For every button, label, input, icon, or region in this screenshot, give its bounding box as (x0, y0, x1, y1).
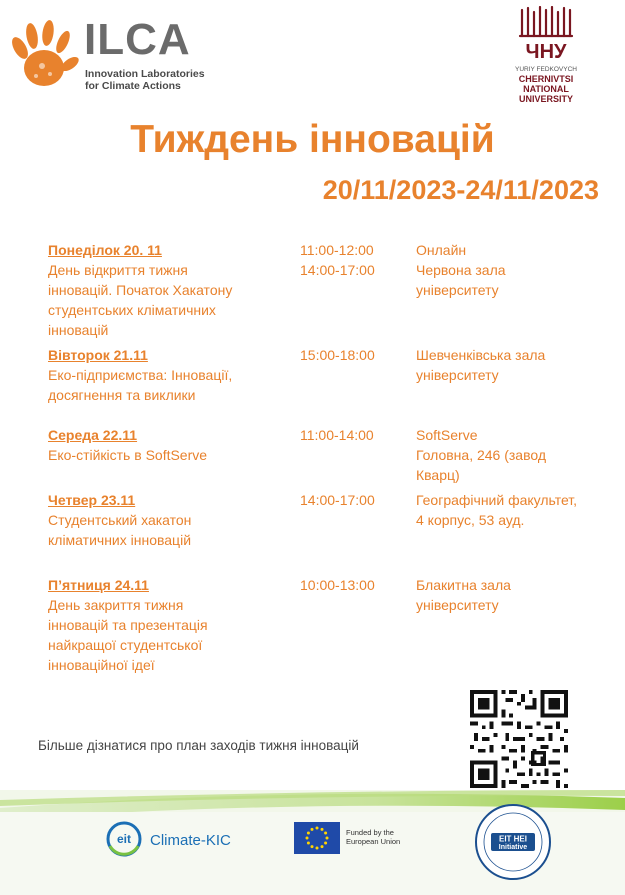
place-line: SoftServe (416, 427, 478, 443)
schedule-day-wednesday (48, 425, 288, 465)
qr-code-icon[interactable] (470, 690, 568, 788)
ilca-wordmark: ILCA (84, 15, 191, 64)
hei-text-line2: Initiative (498, 844, 528, 851)
place-line: Червона зала (416, 262, 506, 278)
hei-badge-icon (474, 803, 552, 881)
day-description-line: інновацій та презентація (48, 617, 208, 633)
orange-handprint-icon (6, 18, 80, 94)
schedule-time-monday (300, 240, 410, 280)
schedule-day-friday (48, 575, 288, 675)
place-line: університету (416, 282, 499, 298)
place-line: університету (416, 367, 499, 383)
place-line: Кварц) (416, 467, 460, 483)
university-name-line1: CHERNIVTSI (518, 74, 574, 84)
schedule-day-thursday (48, 490, 288, 550)
schedule-day-monday (48, 240, 288, 340)
day-name: Четвер 23.11 (48, 492, 136, 508)
day-description-line: інновацій (48, 322, 109, 338)
more-info-text: Більше дізнатися про план заходів тижня інновацій (38, 738, 359, 753)
page-title: Тиждень інновацій (130, 118, 495, 161)
ilca-subtitle-line2: for Climate Actions (85, 80, 181, 92)
place-line: Географічний факультет, (416, 492, 578, 508)
eu-text-line2: European Union (346, 837, 401, 846)
schedule-place-monday (416, 240, 606, 300)
eu-funding-logo (294, 822, 424, 858)
day-description-line: День відкриття тижня (48, 262, 188, 278)
schedule-day-tuesday (48, 345, 288, 405)
day-description-line: День закриття тижня (48, 597, 184, 613)
schedule-time-friday (300, 575, 410, 595)
day-description-line: досягнення та виклики (48, 387, 196, 403)
eu-flag-icon (294, 822, 340, 854)
climate-kic-text: Climate-KIC (150, 832, 231, 849)
schedule-time-tuesday (300, 345, 410, 365)
time-range: 14:00-17:00 (300, 492, 375, 508)
day-description-line: інновацій. Початок Хакатону (48, 282, 233, 298)
schedule-place-wednesday (416, 425, 606, 485)
eu-text-line1: Funded by the (346, 828, 394, 837)
day-description-line: Еко-підприємства: Інновації, (48, 367, 233, 383)
place-line: Головна, 246 (завод (416, 447, 547, 463)
day-description-line: Еко-стійкість в SoftServe (48, 447, 208, 463)
university-name-line2: NATIONAL (523, 84, 569, 94)
university-logo (498, 6, 594, 118)
place-line: Блакитна зала (416, 577, 511, 593)
place-line: університету (416, 597, 499, 613)
hei-text-line1: EIT HEI (498, 834, 528, 844)
time-range: 14:00-17:00 (300, 262, 375, 278)
place-line: Шевченківська зала (416, 347, 546, 363)
day-description-line: інноваційної ідеї (48, 657, 155, 673)
time-range: 11:00-12:00 (300, 242, 374, 258)
schedule-place-friday (416, 575, 606, 615)
ilca-subtitle-line1: Innovation Laboratories (85, 68, 205, 80)
university-mark-icon (516, 6, 576, 64)
event-dates: 20/11/2023-24/11/2023 (322, 175, 599, 205)
day-description-line: найкращої студентської (48, 637, 203, 653)
eit-text: eit (116, 832, 132, 846)
day-description-line: студентських кліматичних (48, 302, 216, 318)
ilca-logo (6, 14, 216, 94)
schedule-place-thursday (416, 490, 606, 530)
day-name: Понеділок 20. 11 (48, 242, 162, 258)
day-name: Середа 22.11 (48, 427, 138, 443)
schedule-time-wednesday (300, 425, 410, 445)
time-range: 10:00-13:00 (300, 577, 375, 593)
schedule-place-tuesday (416, 345, 606, 385)
day-description-line: кліматичних інновацій (48, 532, 192, 548)
day-description-line: Студентський хакатон (48, 512, 192, 528)
eit-climate-kic-logo (104, 818, 264, 860)
place-line: 4 корпус, 53 ауд. (416, 512, 525, 528)
university-name-line3: UNIVERSITY (518, 94, 573, 104)
time-range: 11:00-14:00 (300, 427, 374, 443)
university-name (498, 74, 594, 104)
university-founder-name: YURIY FEDKOVYCH (514, 66, 577, 73)
place-line: Онлайн (416, 242, 467, 258)
university-mark-text: ЧНУ (525, 41, 567, 63)
schedule-time-thursday (300, 490, 410, 510)
time-range: 15:00-18:00 (300, 347, 375, 363)
day-name: П’ятниця 24.11 (48, 577, 149, 593)
day-name: Вівторок 21.11 (48, 347, 148, 363)
